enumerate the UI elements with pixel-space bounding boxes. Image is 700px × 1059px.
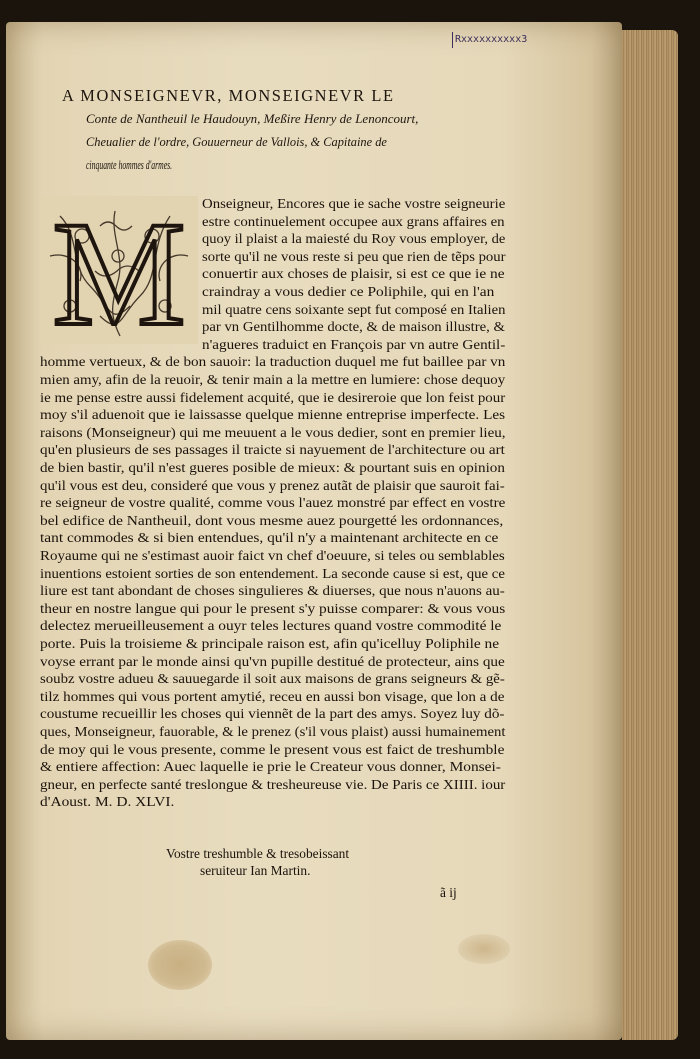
body-line: Royaume qui ne s'estimast auoir faict vn chef d'oeuure, si teles ou semblables <box>40 548 505 563</box>
body-line: bel edifice de Nantheuil, dont vous mesme auez pourgetté les ordonnances, <box>40 512 504 528</box>
dedication-title: A MONSEIGNEVR, MONSEIGNEVR LE <box>62 86 395 105</box>
signature-line: seruiteur Ian Martin. <box>200 863 311 878</box>
body-line: qu'en plusieurs de ses passages il traicte si nayuement de l'architecture ou art <box>40 442 505 458</box>
body-line: quoy il plaist a la maiesté du Roy vous employer, de <box>202 231 506 247</box>
dedication-subtitle: cinquante hommes d'armes. <box>86 157 173 172</box>
body-line: & entiere affection: Auec laquelle ie prie le Createur vous donner, Monsei- <box>40 759 501 775</box>
body-line: Onseigneur, Encores que ie sache vostre seigneurie <box>202 196 506 211</box>
body-line: n'agueres traduict en François par vn autre Gentil- <box>202 336 506 352</box>
body-line: de bien bastir, qu'il n'est gueres posible de mieux: & pourtant suis en opinion <box>40 460 505 475</box>
body-line: liure est tant abondant de choses singulieres & diuerses, que nous n'auons au- <box>40 583 505 599</box>
body-line: ques, Monseigneur, fauorable, & le prenez (s'il vous plaist) aussi humainement <box>40 724 506 739</box>
stain <box>458 934 510 964</box>
decorated-initial-letter <box>40 196 198 344</box>
body-line: de moy qui le vous presente, comme le present vous est faict de treshumble <box>40 741 505 757</box>
body-line: estre continuelement occupee aux grans affaires en <box>202 213 505 229</box>
initial-glyph: M <box>52 196 186 344</box>
body-line: homme vertueux, & de bon sauoir: la traduction duquel me fut baillee par vn <box>40 354 506 370</box>
body-line: moy s'il aduenoit que ie laissasse quelque mienne entreprise imperfecte. Les <box>40 407 506 423</box>
body-line: inuentions estoient sorties de son entendement. La seconde cause si est, que ce <box>40 565 505 581</box>
body-line: tant commodes & si bien entendues, qu'il n'y a maintenant architecte en ce <box>40 530 499 546</box>
body-line: craindray a vous dedier ce Poliphile, qui en l'an <box>202 284 495 299</box>
body-line: ie me pense estre aussi fidelement acquité, que ie desireroie que lon feist pour <box>40 389 506 405</box>
body-line: gneur, en perfecte santé treslongue & tresheureuse vie. De Paris ce XIIII. iour <box>40 776 506 792</box>
body-line: mil quatre cens soixante sept fut composé en Italien <box>202 301 506 317</box>
body-line: mien amy, afin de la reuoir, & tenir main a la mettre en lumiere: chose dequoy <box>40 372 506 387</box>
body-line: re seigneur de vostre qualité, comme vous l'auez monstré par effect en vostre <box>40 495 506 511</box>
signature-mark: ã ij <box>440 885 457 900</box>
body-line: coustume recueillir les choses qui viennẽt de la part des amys. Soyez luy dõ- <box>40 706 505 722</box>
body-line: qu'il vous est deu, consideré que vous y prenez autãt de plaisir que sauroit fai- <box>40 477 505 493</box>
book-page-edges <box>622 30 678 1040</box>
stain <box>148 940 212 990</box>
body-line: par vn Gentilhomme docte, & de maison illustre, & <box>202 319 505 335</box>
body-line: voyse errant par le monde ainsi qu'vn pupille destitué de protecteur, ains que <box>40 653 505 669</box>
dedication-subtitle: Cheualier de l'ordre, Gouuerneur de Vallois, & Capitaine de <box>86 134 387 149</box>
body-line: soubz vostre adueu & sauuegarde il soit aux maisons de grans seigneurs & gẽ- <box>40 671 505 687</box>
body-line: conuertir aux choses de plaisir, si est ce que ie ne <box>202 266 505 282</box>
dedication-subtitle: Conte de Nantheuil le Haudouyn, Meßire Henry de Lenoncourt, <box>86 111 419 126</box>
body-line: tilz hommes qui vous portent amytié, receu en aussi bon visage, que lon a de <box>40 688 505 704</box>
body-line: theur en nostre langue qui pour le present s'y puisse comparer: & vous vous <box>40 600 506 616</box>
body-line: raisons (Monseigneur) qui me meuuent a le vous dedier, sont en premier lieu, <box>40 424 506 440</box>
body-line: sorte qu'il ne vous reste si peu que rien de tẽps pour <box>202 248 506 264</box>
shelfmark: Rxxxxxxxxxx3 <box>452 32 555 48</box>
body-line: delectez merueilleusement a ouyr teles lectures quand vostre commodité le <box>40 618 502 634</box>
body-line: porte. Puis la troisieme & principale raison est, afin qu'icelluy Poliphile ne <box>40 636 500 651</box>
body-line: d'Aoust. M. D. XLVI. <box>40 794 175 810</box>
signature-line: Vostre treshumble & tresobeissant <box>166 846 350 861</box>
